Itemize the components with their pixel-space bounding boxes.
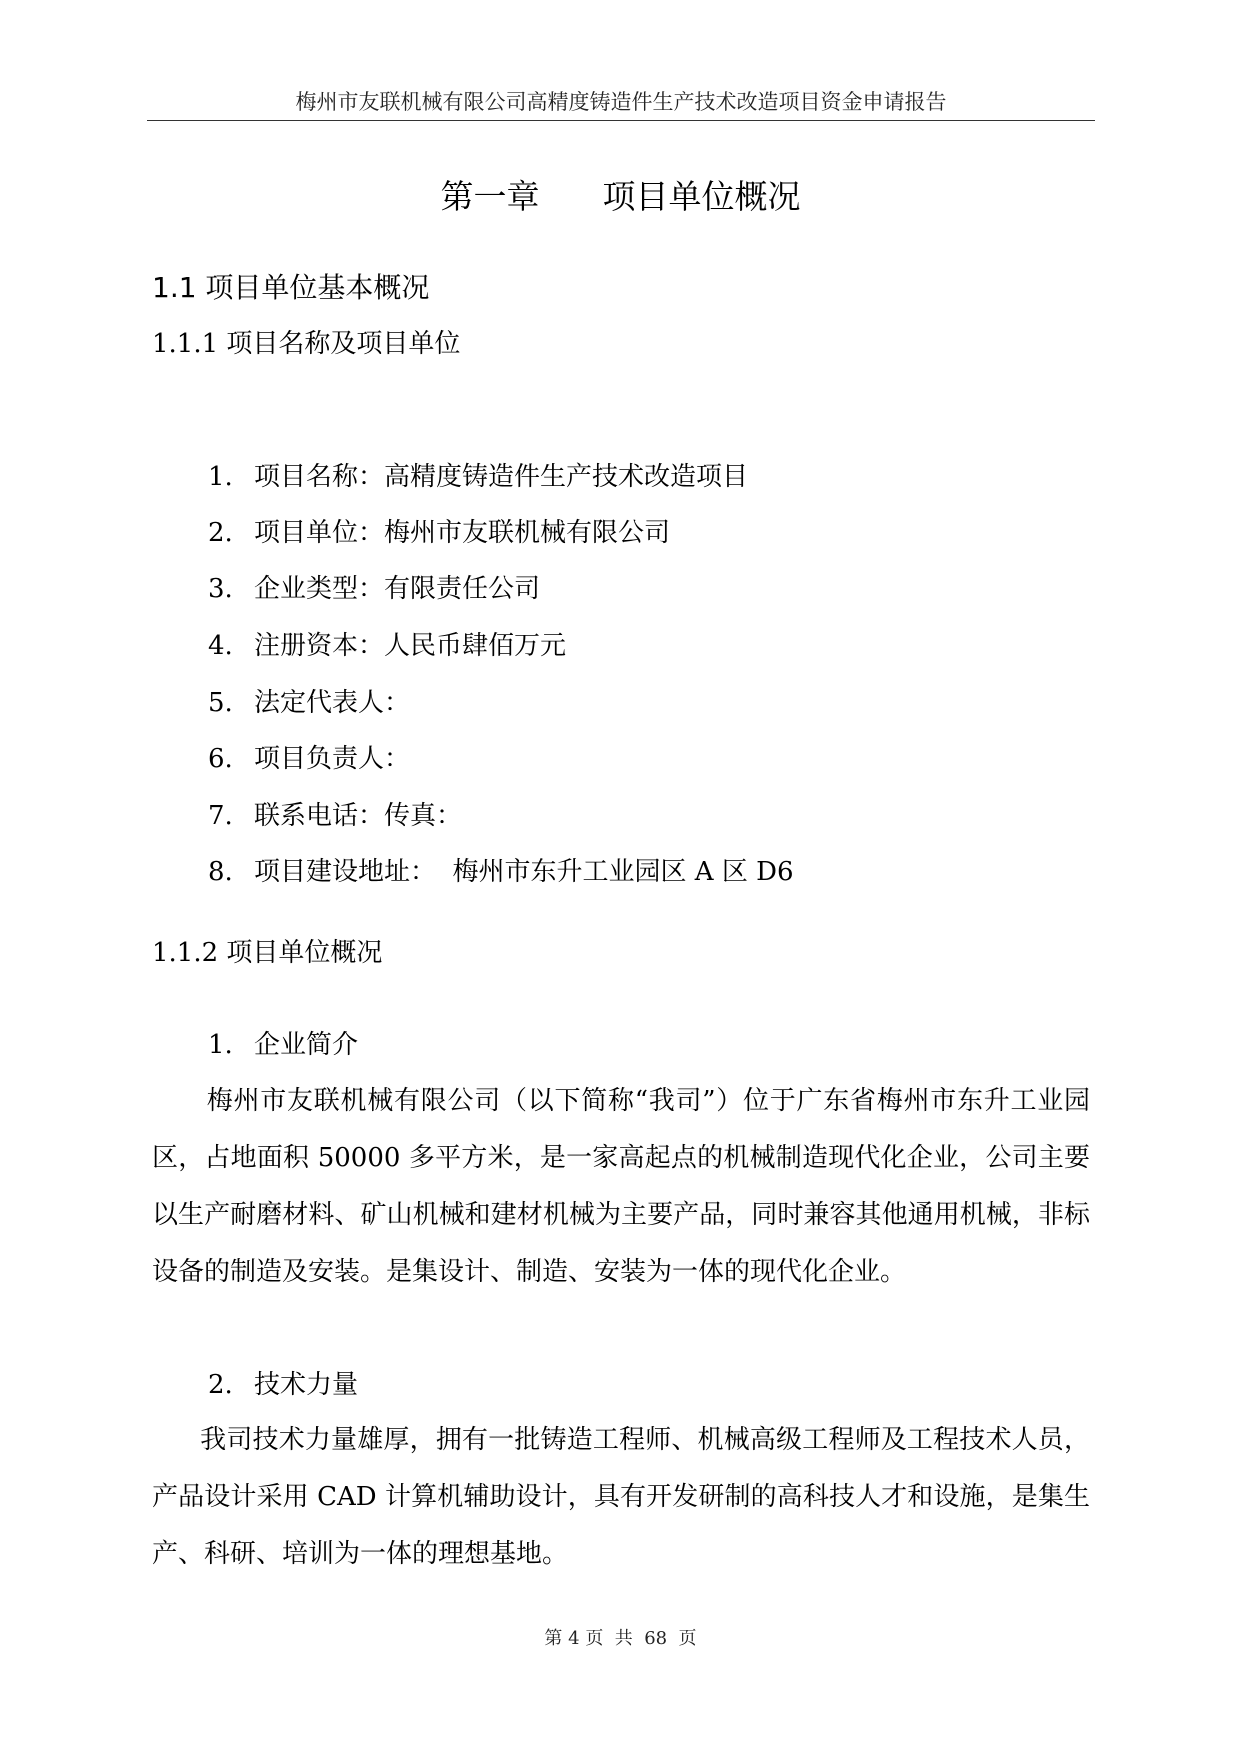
- tech-strength-paragraph: 我司技术力量雄厚，拥有一批铸造工程师、机械高级工程师及工程技术人员，产品设计采用 CAD 计算机辅助设计，具有开发研制的高科技人才和设施，是集生产、科研、培训为一体的理想基地。: [152, 1425, 1090, 1569]
- list-item: 5. 法定代表人：: [208, 688, 411, 718]
- list-item: 7. 联系电话：传真：: [208, 801, 463, 831]
- paragraph-heading-tech: 2. 技术力量: [208, 1370, 359, 1400]
- company-intro-paragraph: 梅州市友联机械有限公司（以下简称“我司”）位于广东省梅州市东升工业园区，占地面积 50000 多平方米，是一家高起点的机械制造现代化企业，公司主要以生产耐磨材料、矿山机械和建材机械为主要产品，同时兼容其他通用机械，非标设备的制造及安装。是集设计、制造、安装为一体的现代化企业。: [152, 1086, 1090, 1287]
- list-item: 2. 项目单位：梅州市友联机械有限公司: [208, 518, 671, 548]
- chapter-title: 项目单位概况: [602, 177, 801, 216]
- list-item: 8. 项目建设地址： 梅州市东升工业园区 A 区 D6: [208, 857, 794, 887]
- chapter-heading: [0, 172, 1241, 222]
- page-header: 梅州市友联机械有限公司高精度铸造件生产技术改造项目资金申请报告: [147, 84, 1095, 121]
- section-heading: 1.1 项目单位基本概况: [152, 271, 430, 304]
- chapter-number: 第一章: [440, 177, 540, 216]
- subsection-heading-1-1-1: 1.1.1 项目名称及项目单位: [152, 329, 461, 359]
- paragraph-heading-intro: 1. 企业简介: [208, 1030, 359, 1060]
- subsection-heading-1-1-2: 1.1.2 项目单位概况: [152, 938, 383, 968]
- page-footer: 第 4 页 共 68 页: [544, 1628, 697, 1649]
- list-item: 1. 项目名称：高精度铸造件生产技术改造项目: [208, 462, 749, 492]
- list-item: 4. 注册资本：人民币肆佰万元: [208, 631, 567, 661]
- list-item: 6. 项目负责人：: [208, 744, 411, 774]
- list-item: 3. 企业类型：有限责任公司: [208, 574, 541, 604]
